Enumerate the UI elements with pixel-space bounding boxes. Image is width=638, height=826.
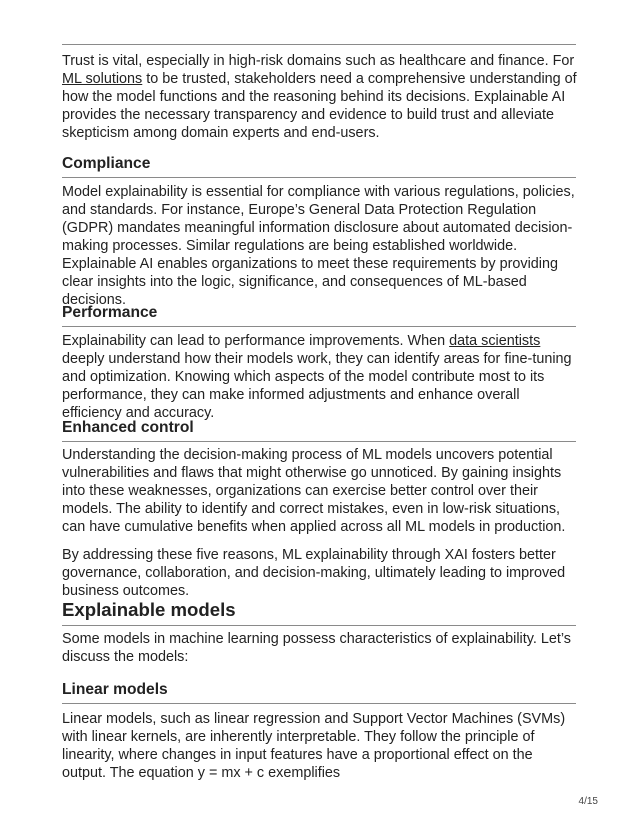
summary-paragraph: By addressing these five reasons, ML explainability through XAI fosters better governance, collaboration, and decision-making, ultimately leading to improved business outcomes. bbox=[62, 547, 566, 599]
performance-heading: Performance bbox=[62, 304, 158, 321]
explainable-models-paragraph: Some models in machine learning possess characteristics of explainability. Let’s discuss the models: bbox=[62, 631, 571, 665]
performance-paragraph bbox=[62, 332, 580, 422]
intro-paragraph bbox=[62, 52, 580, 142]
intro-text-end: to be trusted, stakeholders need a comprehensive understanding of how the model functions and the reasoning behind its decisions. Explainable AI provides the necessary transparency and evidence to build trust and alleviate skepticism among domain experts and end-users. bbox=[62, 71, 577, 141]
compliance-divider bbox=[62, 177, 576, 178]
explainable-models-divider bbox=[62, 625, 576, 626]
enhanced-control-heading: Enhanced control bbox=[62, 419, 194, 436]
linear-models-paragraph: Linear models, such as linear regression and Support Vector Machines (SVMs) with linear kernels, are inherently interpretable. They follow the principle of linearity, where changes in input features have a proportional effect on the output. The equation y = mx + c exemplifies bbox=[62, 711, 566, 781]
performance-text-end: deeply understand how their models work, they can identify areas for fine-tuning and optimization. Knowing which aspects of the model contribute most to its performance, they can make informed adjustments and enhance overall efficiency and accuracy. bbox=[62, 351, 572, 421]
performance-text-start: Explainability can lead to performance improvements. When bbox=[62, 333, 450, 349]
ml-solutions-link[interactable]: ML solutions bbox=[62, 71, 143, 87]
enhanced-control-divider bbox=[62, 441, 576, 442]
page-number: 4/15 bbox=[578, 796, 598, 807]
intro-text-start: Trust is vital, especially in high-risk domains such as healthcare and finance. For bbox=[62, 53, 575, 69]
linear-models-heading: Linear models bbox=[62, 681, 168, 698]
data-scientists-link[interactable]: data scientists bbox=[449, 333, 541, 349]
explainable-models-heading: Explainable models bbox=[62, 599, 236, 620]
top-divider bbox=[62, 44, 576, 45]
linear-models-divider bbox=[62, 703, 576, 704]
performance-divider bbox=[62, 326, 576, 327]
compliance-paragraph: Model explainability is essential for compliance with various regulations, policies, and standards. For instance, Europe’s General Data Protection Regulation (GDPR) mandates meaningful information disclosure about automated decision-making processes. Similar regulations are being established worldwide. Explainable AI enables organizations to meet these requirements by providing clear insights into the logic, significance, and consequences of ML-based decisions. bbox=[62, 184, 575, 308]
enhanced-control-paragraph: Understanding the decision-making process of ML models uncovers potential vulnerabilities and flaws that might otherwise go unnoticed. By gaining insights into these weaknesses, organizations can exercise better control over their models. The ability to identify and correct mistakes, even in low-risk situations, can have cumulative benefits when applied across all ML models in production. bbox=[62, 447, 566, 535]
compliance-heading: Compliance bbox=[62, 155, 151, 172]
